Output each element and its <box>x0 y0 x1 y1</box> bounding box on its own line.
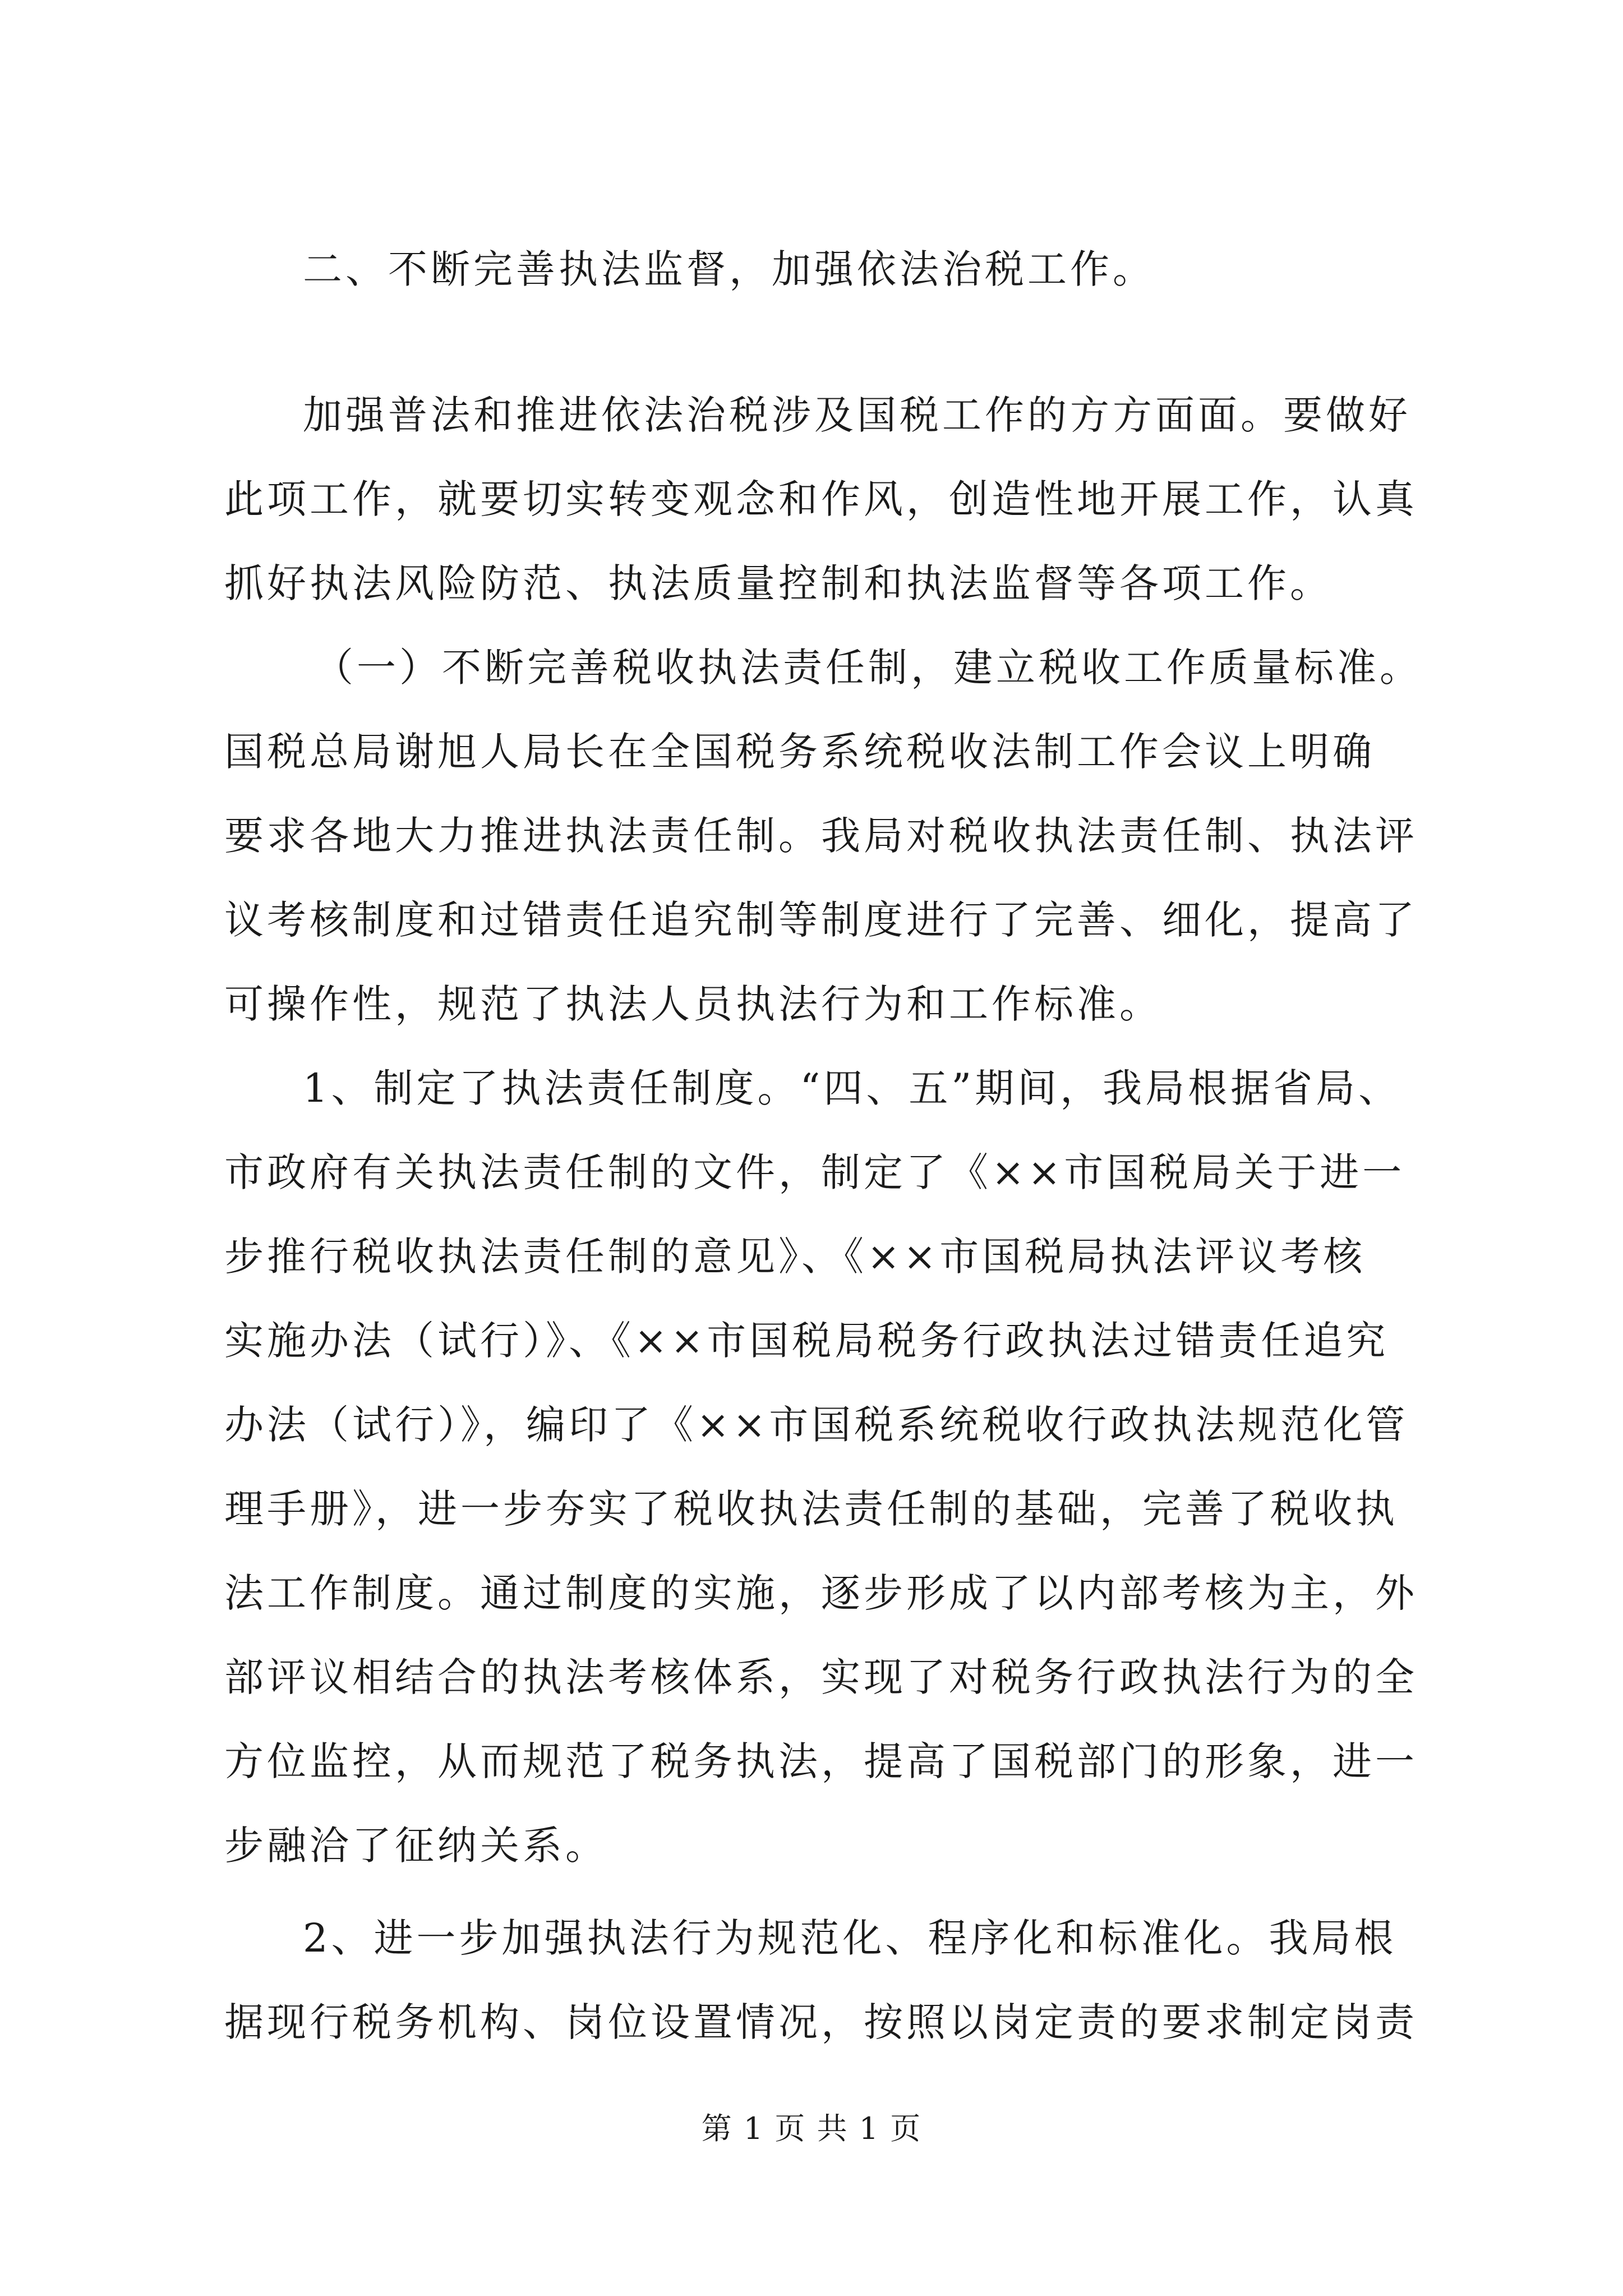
paragraph-line: 实施办法（试行）》、《××市国税局税务行政执法过错责任追究 <box>224 1318 1389 1364</box>
paragraph-line: 据现行税务机构、岗位设置情况，按照以岗定责的要求制定岗责 <box>224 1999 1418 2045</box>
paragraph-line: 可操作性，规范了执法人员执法行为和工作标准。 <box>224 981 1162 1027</box>
page-footer: 第 1 页 共 1 页 <box>701 2111 922 2146</box>
paragraph-line: 国税总局谢旭人局长在全国税务系统税收法制工作会议上明确 <box>224 729 1375 775</box>
paragraph-line: 方位监控，从而规范了税务执法，提高了国税部门的形象，进一 <box>224 1738 1418 1784</box>
paragraph-line: 抓好执法风险防范、执法质量控制和执法监督等各项工作。 <box>224 560 1332 606</box>
subsection-heading: （一）不断完善税收执法责任制，建立税收工作质量标准。 <box>314 645 1422 691</box>
paragraph-line: 市政府有关执法责任制的文件，制定了《××市国税局关于进一 <box>224 1149 1405 1195</box>
paragraph-line: 议考核制度和过错责任追究制等制度进行了完善、细化，提高了 <box>224 897 1418 943</box>
paragraph-line: 部评议相结合的执法考核体系，实现了对税务行政执法行为的全 <box>224 1654 1418 1700</box>
paragraph-line: 加强普法和推进依法治税涉及国税工作的方方面面。要做好 <box>303 392 1411 438</box>
paragraph-line: 此项工作，就要切实转变观念和作风，创造性地开展工作，认真 <box>224 476 1418 522</box>
paragraph-line: 步融洽了征纳关系。 <box>224 1823 608 1869</box>
paragraph-line: 要求各地大力推进执法责任制。我局对税收执法责任制、执法评 <box>224 813 1418 859</box>
paragraph-line: 办法（试行）》，编印了《××市国税系统税收行政执法规范化管 <box>224 1402 1409 1448</box>
section-heading: 二、不断完善执法监督，加强依法治税工作。 <box>303 246 1155 292</box>
paragraph-line: 步推行税收执法责任制的意见》、《××市国税局执法评议考核 <box>224 1234 1366 1280</box>
paragraph-line: 2、进一步加强执法行为规范化、程序化和标准化。我局根 <box>303 1915 1397 1961</box>
paragraph-line: 法工作制度。通过制度的实施，逐步形成了以内部考核为主，外 <box>224 1570 1418 1616</box>
paragraph-line: 1、制定了执法责任制度。“四、五”期间，我局根据省局、 <box>303 1065 1401 1111</box>
paragraph-line: 理手册》，进一步夯实了税收执法责任制的基础，完善了税收执 <box>224 1486 1398 1532</box>
